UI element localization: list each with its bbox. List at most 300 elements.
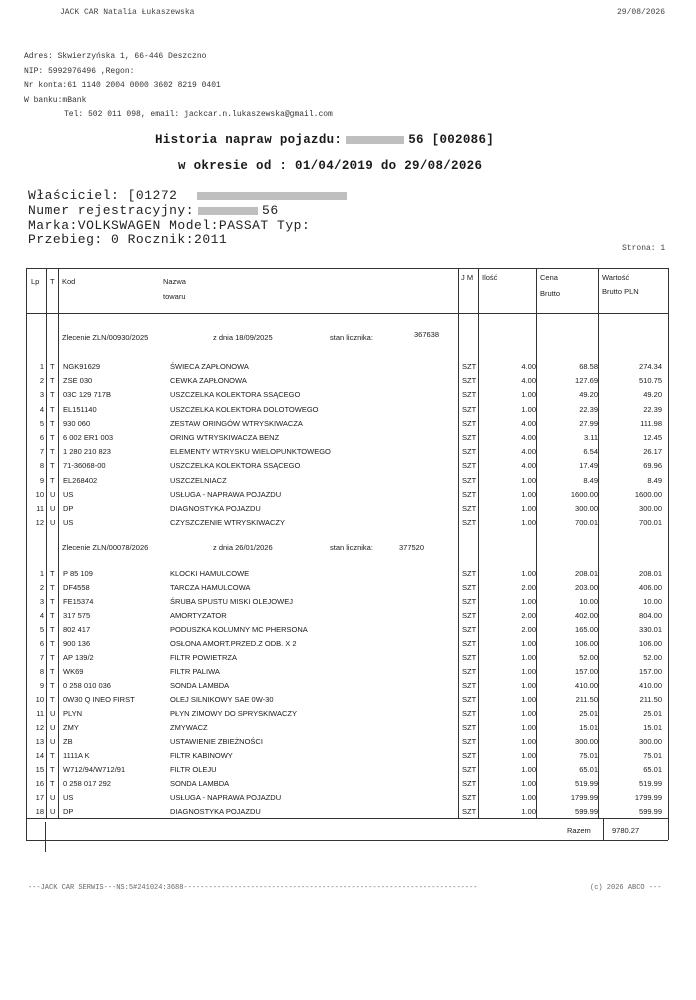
row-value: 49.20: [643, 390, 662, 400]
row-price: 1799.99: [570, 793, 598, 802]
row-name: PŁYN ZIMOWY DO SPRYSKIWACZY: [170, 709, 297, 718]
th-lp: Lp: [31, 277, 40, 286]
row-price: 127.69: [575, 376, 598, 386]
row-price: 15.01: [579, 723, 598, 732]
summary-bottom-border: [26, 840, 668, 841]
row-code: 930 060: [63, 418, 91, 428]
row-lp: 2: [39, 376, 44, 386]
row-lp: 11: [36, 709, 44, 718]
row-lp: 4: [39, 404, 44, 414]
row-unit: SZT: [462, 611, 477, 620]
row-name: TARCZA HAMULCOWA: [170, 583, 251, 592]
row-unit: SZT: [462, 433, 477, 442]
th-wartosc-brutto: Brutto PLN: [602, 287, 639, 296]
row-price: 68.58: [579, 362, 598, 371]
row-price: 25.01: [579, 709, 598, 718]
row-unit: SZT: [462, 447, 477, 457]
row-name: CZYSZCZENIE WTRYSKIWACZY: [170, 518, 286, 528]
row-price: 300.00: [575, 737, 598, 746]
table-row: [0, 360, 696, 374]
row-unit: SZT: [462, 709, 477, 718]
row-unit: SZT: [462, 723, 477, 732]
row-type: T: [50, 639, 55, 648]
row-value: 25.01: [643, 709, 662, 718]
row-qty: 2.00: [521, 625, 536, 634]
company-nip: NIP: 5992976496 ,Regon:: [24, 67, 135, 76]
row-qty: 1.00: [521, 709, 536, 718]
row-name: FILTR KABINOWY: [170, 751, 233, 760]
row-type: U: [50, 793, 56, 802]
row-lp: 18: [35, 807, 44, 816]
row-name: CEWKA ZAPŁONOWA: [170, 376, 247, 386]
table-row: [0, 595, 696, 609]
row-qty: 1.00: [521, 489, 536, 499]
row-lp: 1: [39, 569, 44, 578]
row-name: AMORTYZATOR: [170, 611, 227, 620]
row-price: 211.50: [575, 695, 598, 704]
row-lp: 1: [39, 362, 44, 371]
row-value: 52.00: [643, 653, 662, 662]
table-row: [0, 693, 696, 707]
table-row: [0, 403, 696, 417]
row-price: 402.00: [575, 611, 598, 620]
row-code: ZSE 030: [63, 376, 93, 386]
total-label: Razem: [567, 826, 591, 835]
owner-label: Właściciel: [01272: [28, 188, 178, 203]
order-number: Zlecenie ZLN/00930/2025: [62, 333, 149, 342]
row-unit: SZT: [462, 475, 477, 485]
row-value: 599.99: [639, 807, 662, 816]
row-unit: SZT: [462, 418, 477, 428]
table-row: [0, 665, 696, 679]
row-lp: 8: [39, 667, 44, 676]
row-value: 15.01: [643, 723, 662, 732]
row-type: T: [50, 418, 55, 428]
row-qty: 1.00: [521, 390, 536, 400]
row-code: EL151140: [63, 404, 97, 414]
row-name: PODUSZKA KOLUMNY MC PHERSONA: [170, 625, 308, 634]
registration-label: Numer rejestracyjny:: [28, 203, 195, 218]
row-unit: SZT: [462, 639, 477, 648]
row-lp: 8: [39, 461, 44, 471]
row-type: T: [50, 404, 55, 414]
redacted-plate: [346, 136, 404, 144]
row-value: 75.01: [643, 751, 662, 760]
row-name: USZCZELKA KOLEKTORA DOLOTOWEGO: [170, 404, 319, 414]
row-value: 208.01: [639, 569, 662, 578]
total-value: 9780.27: [612, 826, 640, 835]
row-code: ZMY: [63, 723, 79, 732]
footer-left: ---JACK CAR SERWIS---NS:5#241024:3688----------------------------------------------------------------------: [28, 884, 478, 892]
table-row: [0, 777, 696, 791]
table-row: [0, 374, 696, 388]
row-qty: 1.00: [521, 667, 536, 676]
row-name: ORING WTRYSKIWACZA BENZ: [170, 433, 280, 442]
row-type: T: [50, 461, 55, 471]
row-unit: SZT: [462, 518, 477, 528]
row-code: US: [63, 518, 74, 528]
row-type: T: [50, 475, 55, 485]
row-type: T: [50, 390, 55, 400]
row-type: U: [50, 489, 56, 499]
row-code: P 85 109: [63, 569, 93, 578]
company-address: Adres: Skwierzyńska 1, 66-446 Deszczno: [24, 52, 207, 61]
row-code: FE15374: [63, 597, 94, 606]
table-row: [0, 637, 696, 651]
summary-left-mark: [45, 822, 46, 852]
row-type: T: [50, 765, 55, 774]
row-value: 22.39: [643, 404, 662, 414]
order-number: Zlecenie ZLN/00078/2026: [62, 543, 149, 552]
table-row: [0, 749, 696, 763]
row-value: 406.00: [639, 583, 662, 592]
row-unit: SZT: [462, 376, 477, 386]
row-qty: 1.00: [521, 793, 536, 802]
row-lp: 13: [35, 737, 44, 746]
row-value: 12.45: [643, 433, 662, 442]
th-cena: Cena: [540, 273, 558, 282]
owner-line: [28, 188, 347, 203]
row-code: 71-36068-00: [63, 461, 106, 471]
row-lp: 4: [39, 611, 44, 620]
row-value: 111.98: [640, 418, 662, 428]
row-type: T: [50, 625, 55, 634]
table-row: [0, 609, 696, 623]
row-value: 1600.00: [634, 489, 662, 499]
table-row: [0, 721, 696, 735]
row-price: 3.11: [583, 433, 598, 442]
row-price: 10.00: [579, 597, 598, 606]
row-type: T: [50, 376, 55, 386]
row-type: U: [50, 723, 56, 732]
row-name: USŁUGA - NAPRAWA POJAZDU: [170, 793, 282, 802]
row-price: 157.00: [575, 667, 598, 676]
row-value: 69.96: [643, 461, 662, 471]
row-price: 208.01: [575, 569, 598, 578]
row-code: US: [63, 793, 74, 802]
row-unit: SZT: [462, 504, 477, 513]
row-qty: 1.00: [521, 779, 536, 788]
row-name: FILTR PALIWA: [170, 667, 220, 676]
row-unit: SZT: [462, 779, 477, 788]
row-lp: 10: [35, 695, 44, 704]
row-unit: SZT: [462, 404, 477, 414]
mileage-line: Przebieg: 0 Rocznik:2011: [28, 232, 228, 247]
odometer-value: 367638: [414, 330, 440, 339]
row-code: 900 136: [63, 639, 91, 648]
row-value: 330.01: [639, 625, 662, 634]
row-lp: 17: [35, 793, 44, 802]
row-name: USZCZELKA KOLEKTORA SSĄCEGO: [170, 461, 301, 471]
row-type: T: [50, 611, 55, 620]
make-model-line: Marka:VOLKSWAGEN Model:PASSAT Typ:: [28, 218, 311, 233]
row-lp: 10: [35, 489, 44, 499]
row-lp: 14: [35, 751, 44, 760]
row-lp: 15: [35, 765, 44, 774]
th-kod: Kod: [62, 277, 76, 286]
row-qty: 1.00: [521, 723, 536, 732]
registration-line: [28, 203, 279, 218]
table-row: [0, 805, 696, 819]
row-type: U: [50, 504, 56, 513]
row-value: 157.00: [639, 667, 662, 676]
row-name: FILTR OLEJU: [170, 765, 217, 774]
row-unit: SZT: [462, 667, 477, 676]
table-row: [0, 763, 696, 777]
table-row: [0, 516, 696, 530]
row-code: DF4558: [63, 583, 90, 592]
row-price: 700.01: [575, 518, 598, 528]
row-lp: 7: [39, 447, 44, 457]
row-value: 510.75: [639, 376, 662, 386]
row-value: 410.00: [639, 681, 662, 690]
row-code: 802 417: [63, 625, 91, 634]
row-qty: 4.00: [521, 447, 536, 457]
row-code: EL268402: [63, 475, 98, 485]
row-value: 804.00: [639, 611, 662, 620]
row-value: 8.49: [647, 475, 662, 485]
row-price: 410.00: [575, 681, 598, 690]
row-value: 519.99: [639, 779, 662, 788]
table-row: [0, 567, 696, 581]
row-code: DP: [63, 807, 74, 816]
row-unit: SZT: [462, 765, 477, 774]
row-qty: 1.00: [521, 807, 536, 816]
row-lp: 7: [39, 653, 44, 662]
row-code: PLYN: [63, 709, 83, 718]
table-row: [0, 791, 696, 805]
row-name: SONDA LAMBDA: [170, 681, 230, 690]
row-lp: 12: [35, 518, 44, 528]
table-header-border: [26, 313, 668, 314]
table-row: [0, 707, 696, 721]
row-qty: 1.00: [521, 597, 536, 606]
page-number: Strona: 1: [622, 244, 666, 253]
row-value: 26.17: [643, 447, 662, 457]
row-price: 27.99: [579, 418, 598, 428]
table-row: [0, 488, 696, 502]
odometer-label: stan licznika:: [330, 543, 373, 552]
row-type: T: [50, 597, 55, 606]
order-date: z dnia 26/01/2026: [213, 543, 273, 552]
row-code: AP 139/2: [63, 653, 94, 662]
odometer-value: 377520: [399, 543, 425, 552]
table-row: [0, 679, 696, 693]
row-lp: 12: [35, 723, 44, 732]
row-price: 52.00: [579, 653, 598, 662]
row-unit: SZT: [462, 807, 477, 816]
row-qty: 1.00: [521, 765, 536, 774]
row-price: 17.49: [579, 461, 598, 471]
row-qty: 1.00: [521, 639, 536, 648]
th-wartosc: Wartość: [602, 273, 630, 282]
row-value: 274.34: [639, 362, 662, 371]
row-name: ZMYWACZ: [170, 723, 208, 732]
th-jm: J M: [461, 273, 474, 282]
row-qty: 4.00: [521, 418, 536, 428]
row-value: 106.00: [639, 639, 662, 648]
row-name: FILTR POWIETRZA: [170, 653, 237, 662]
row-unit: SZT: [462, 695, 477, 704]
report-title: [155, 133, 494, 147]
row-lp: 9: [39, 681, 44, 690]
row-qty: 1.00: [521, 681, 536, 690]
th-t: T: [50, 277, 55, 286]
row-name: ELEMENTY WTRYSKU WIELOPUNKTOWEGO: [170, 447, 331, 457]
table-row: [0, 431, 696, 445]
row-price: 203.00: [575, 583, 598, 592]
row-name: USTAWIENIE ZBIEŻNOŚCI: [170, 737, 263, 746]
row-type: T: [50, 433, 55, 442]
row-qty: 4.00: [521, 376, 536, 386]
th-towaru: towaru: [163, 292, 186, 301]
row-value: 65.01: [643, 765, 662, 774]
row-price: 300.00: [575, 504, 598, 513]
print-date: 29/08/2026: [617, 8, 666, 17]
report-period: w okresie od : 01/04/2019 do 29/08/2026: [178, 159, 483, 173]
row-lp: 9: [39, 475, 44, 485]
footer-right: (c) 2026 ABCO ---: [590, 884, 662, 892]
row-price: 1600.00: [570, 489, 598, 499]
row-type: T: [50, 779, 55, 788]
row-unit: SZT: [462, 625, 477, 634]
table-row: [0, 445, 696, 459]
row-unit: SZT: [462, 653, 477, 662]
company-name: JACK CAR Natalia Łukaszewska: [60, 8, 195, 17]
row-unit: SZT: [462, 489, 477, 499]
table-row: [0, 474, 696, 488]
table-top-border: [26, 268, 668, 269]
row-price: 65.01: [579, 765, 598, 774]
row-qty: 1.00: [521, 518, 536, 528]
row-type: T: [50, 653, 55, 662]
row-lp: 2: [39, 583, 44, 592]
row-name: DIAGNOSTYKA POJAZDU: [170, 807, 261, 816]
row-value: 211.50: [639, 695, 662, 704]
row-unit: SZT: [462, 597, 477, 606]
row-price: 106.00: [575, 639, 598, 648]
company-bank: W banku:mBank: [24, 96, 87, 105]
row-lp: 3: [39, 597, 44, 606]
table-row: [0, 417, 696, 431]
row-name: KLOCKI HAMULCOWE: [170, 569, 250, 578]
row-value: 700.01: [639, 518, 662, 528]
row-code: 6 002 ER1 003: [63, 433, 114, 442]
table-row: [0, 623, 696, 637]
row-name: USŁUGA - NAPRAWA POJAZDU: [170, 489, 282, 499]
row-qty: 1.00: [521, 569, 536, 578]
row-type: T: [50, 569, 55, 578]
row-qty: 1.00: [521, 695, 536, 704]
company-account: Nr konta:61 1140 2004 0000 3602 8219 0401: [24, 81, 221, 90]
row-type: T: [50, 447, 55, 457]
row-qty: 2.00: [521, 583, 536, 592]
row-lp: 11: [36, 504, 44, 513]
row-name: OSŁONA AMORT.PRZED.Z ODB. X 2: [170, 639, 297, 648]
row-qty: 4.00: [521, 461, 536, 471]
row-code: DP: [63, 504, 74, 513]
row-qty: 4.00: [521, 362, 536, 371]
registration-suffix: 56: [262, 203, 279, 218]
row-price: 75.01: [579, 751, 598, 760]
row-name: DIAGNOSTYKA POJAZDU: [170, 504, 261, 513]
row-code: 317 575: [63, 611, 91, 620]
row-lp: 6: [39, 639, 44, 648]
row-price: 165.00: [575, 625, 598, 634]
row-code: 0 258 017 292: [63, 779, 111, 788]
row-qty: 2.00: [521, 611, 536, 620]
row-type: T: [50, 362, 55, 371]
row-name: ZESTAW ORINGÓW WTRYSKIWACZA: [170, 418, 303, 428]
row-type: U: [50, 737, 56, 746]
row-qty: 1.00: [521, 475, 536, 485]
table-row: [0, 651, 696, 665]
row-type: T: [50, 751, 55, 760]
row-code: 1111A K: [63, 751, 90, 760]
table-row: [0, 581, 696, 595]
redacted-owner: [197, 192, 347, 200]
row-code: W712/94/W712/91: [63, 765, 126, 774]
row-qty: 1.00: [521, 653, 536, 662]
row-code: NGK91629: [63, 362, 101, 371]
row-value: 300.00: [639, 737, 662, 746]
row-type: T: [50, 583, 55, 592]
row-lp: 5: [39, 418, 44, 428]
table-row: [0, 502, 696, 516]
row-unit: SZT: [462, 751, 477, 760]
th-cena-brutto: Brutto: [540, 289, 561, 298]
row-name: ŚRUBA SPUSTU MISKI OLEJOWEJ: [170, 597, 293, 606]
row-price: 6.54: [583, 447, 598, 457]
row-value: 300.00: [639, 504, 662, 513]
row-value: 1799.99: [634, 793, 662, 802]
row-type: U: [50, 518, 56, 528]
company-contact: Tel: 502 011 098, email: jackcar.n.lukaszewska@gmail.com: [64, 110, 333, 119]
row-code: US: [63, 489, 74, 499]
row-price: 519.99: [575, 779, 598, 788]
table-row: [0, 388, 696, 402]
row-price: 49.20: [579, 390, 598, 400]
th-nazwa: Nazwa: [163, 277, 186, 286]
report-title-suffix: 56 [002086]: [408, 133, 495, 147]
table-row: [0, 459, 696, 473]
row-type: T: [50, 667, 55, 676]
summary-divider: [603, 818, 604, 840]
row-unit: SZT: [462, 737, 477, 746]
row-value: 10.00: [643, 597, 662, 606]
row-price: 599.99: [575, 807, 598, 816]
redacted-registration: [198, 207, 258, 215]
th-ilosc: Ilość: [482, 273, 498, 282]
row-unit: SZT: [462, 362, 477, 371]
row-type: T: [50, 695, 55, 704]
row-code: WK69: [63, 667, 84, 676]
row-lp: 3: [39, 390, 44, 400]
row-unit: SZT: [462, 461, 477, 471]
row-qty: 1.00: [521, 404, 536, 414]
row-code: ZB: [63, 737, 73, 746]
row-name: OLEJ SILNIKOWY SAE 0W-30: [170, 695, 274, 704]
row-qty: 1.00: [521, 751, 536, 760]
row-qty: 1.00: [521, 737, 536, 746]
row-price: 22.39: [579, 404, 598, 414]
row-type: U: [50, 709, 56, 718]
row-lp: 16: [35, 779, 44, 788]
row-lp: 6: [39, 433, 44, 442]
row-code: 0W30 Q INEO FIRST: [63, 695, 135, 704]
row-name: USZCZELNIACZ: [170, 475, 227, 485]
row-price: 8.49: [583, 475, 598, 485]
